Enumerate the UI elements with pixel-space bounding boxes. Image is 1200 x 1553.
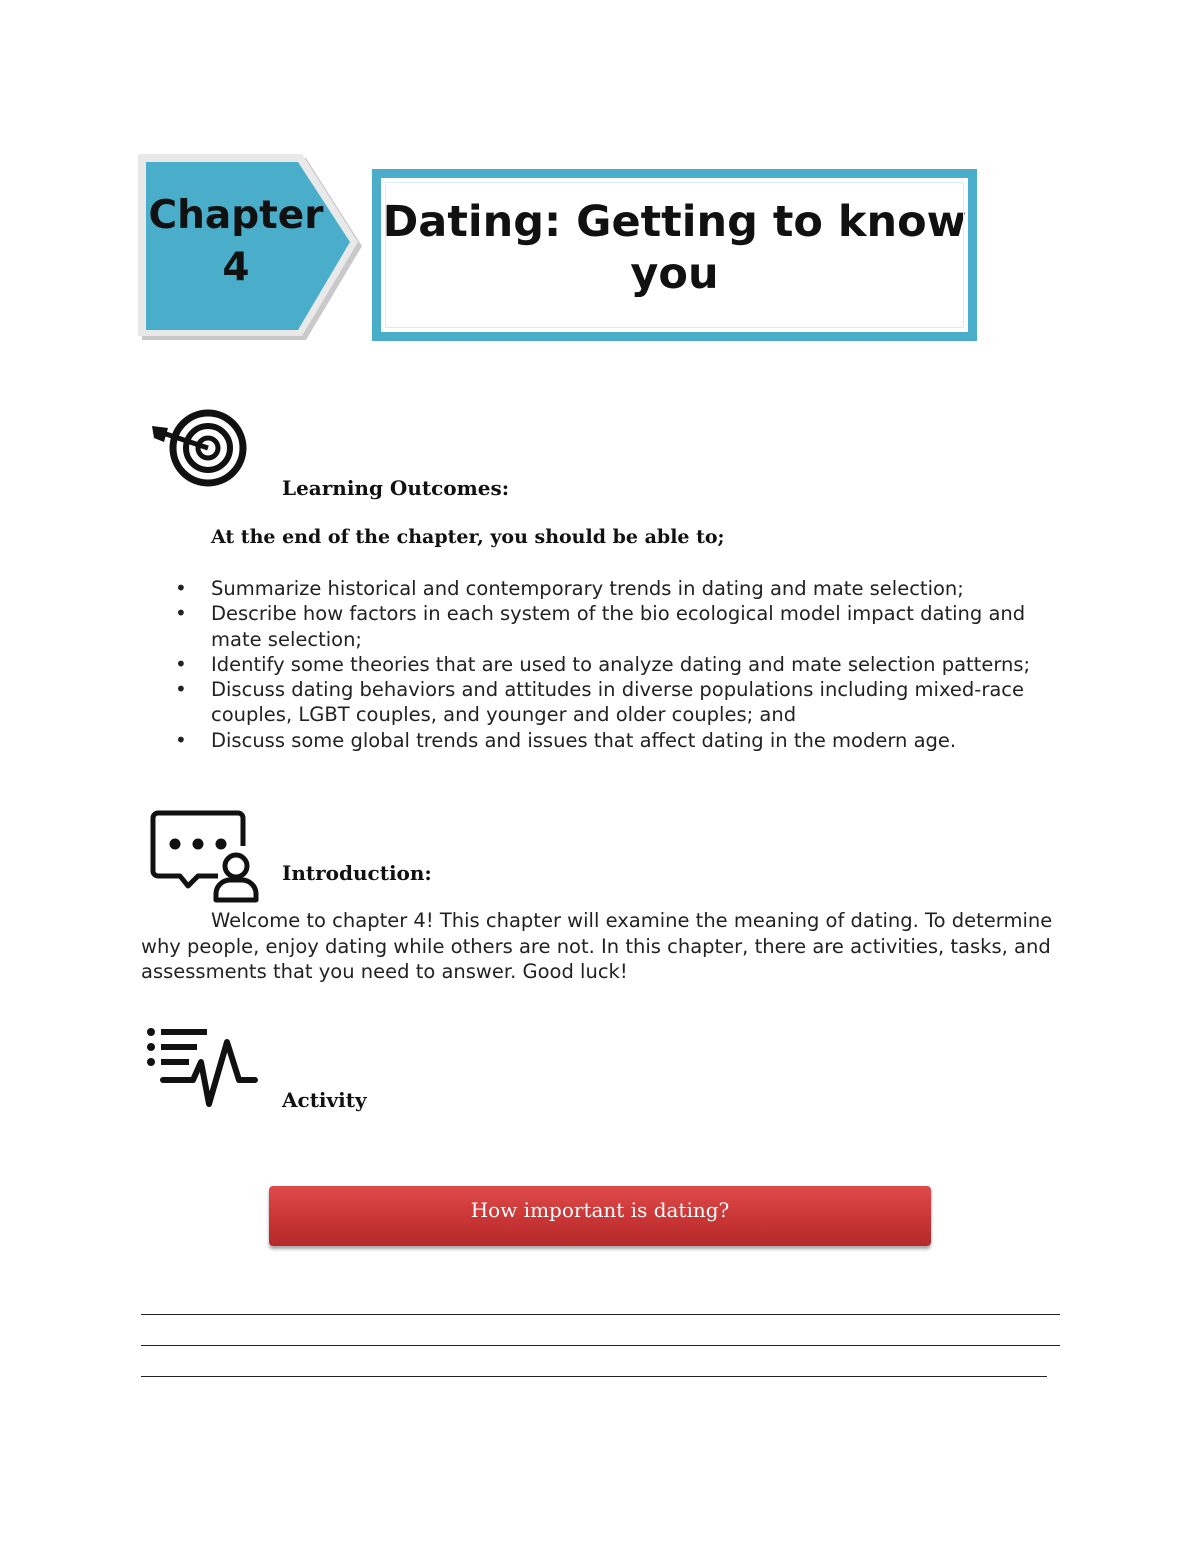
bullet-icon: •	[175, 651, 187, 676]
bullet-icon: •	[175, 677, 187, 702]
bullet-icon: •	[175, 601, 187, 626]
outcome-text: Describe how factors in each system of the bio ecological model impact dating and mate selection;	[211, 602, 1026, 651]
chat-person-icon	[150, 810, 262, 904]
target-arrow-icon	[150, 406, 250, 490]
activity-question-banner	[269, 1186, 931, 1246]
activity-heading: Activity	[282, 1088, 367, 1112]
outcome-text: Discuss dating behaviors and attitudes in diverse populations including mixed-race couples, LGBT couples, and younger and older couples; and	[211, 678, 1025, 727]
introduction-heading: Introduction:	[282, 861, 432, 885]
learning-outcomes-heading: Learning Outcomes:	[282, 476, 510, 500]
list-item	[172, 652, 1072, 677]
answer-line	[141, 1345, 1060, 1346]
answer-line	[141, 1314, 1060, 1315]
bullet-icon: •	[175, 727, 187, 752]
list-item	[172, 576, 1072, 601]
introduction-text: Welcome to chapter 4! This chapter will examine the meaning of dating. To determine why people, enjoy dating while others are not. In this chapter, there are activities, tasks, and assessments that you need to answer. Good luck!	[141, 909, 1053, 983]
list-item	[172, 677, 1072, 728]
learning-outcomes-list	[172, 576, 1072, 753]
activity-question: How important is dating?	[470, 1198, 730, 1222]
outcome-text: Summarize historical and contemporary trends in dating and mate selection;	[211, 577, 964, 600]
outcome-text: Identify some theories that are used to analyze dating and mate selection patterns;	[211, 652, 1031, 676]
list-item	[172, 601, 1072, 652]
pulse-list-icon	[145, 1024, 259, 1114]
bullet-icon: •	[175, 576, 187, 600]
chapter-label: Chapter 4	[148, 193, 324, 290]
page-title: Dating: Getting to know you	[382, 197, 967, 299]
outcome-text: Discuss some global trends and issues that affect dating in the modern age.	[211, 728, 957, 752]
answer-line	[141, 1376, 1047, 1377]
title-box	[372, 169, 977, 341]
list-item	[172, 728, 1072, 753]
learning-outcomes-intro: At the end of the chapter, you should be able to;	[211, 526, 725, 548]
